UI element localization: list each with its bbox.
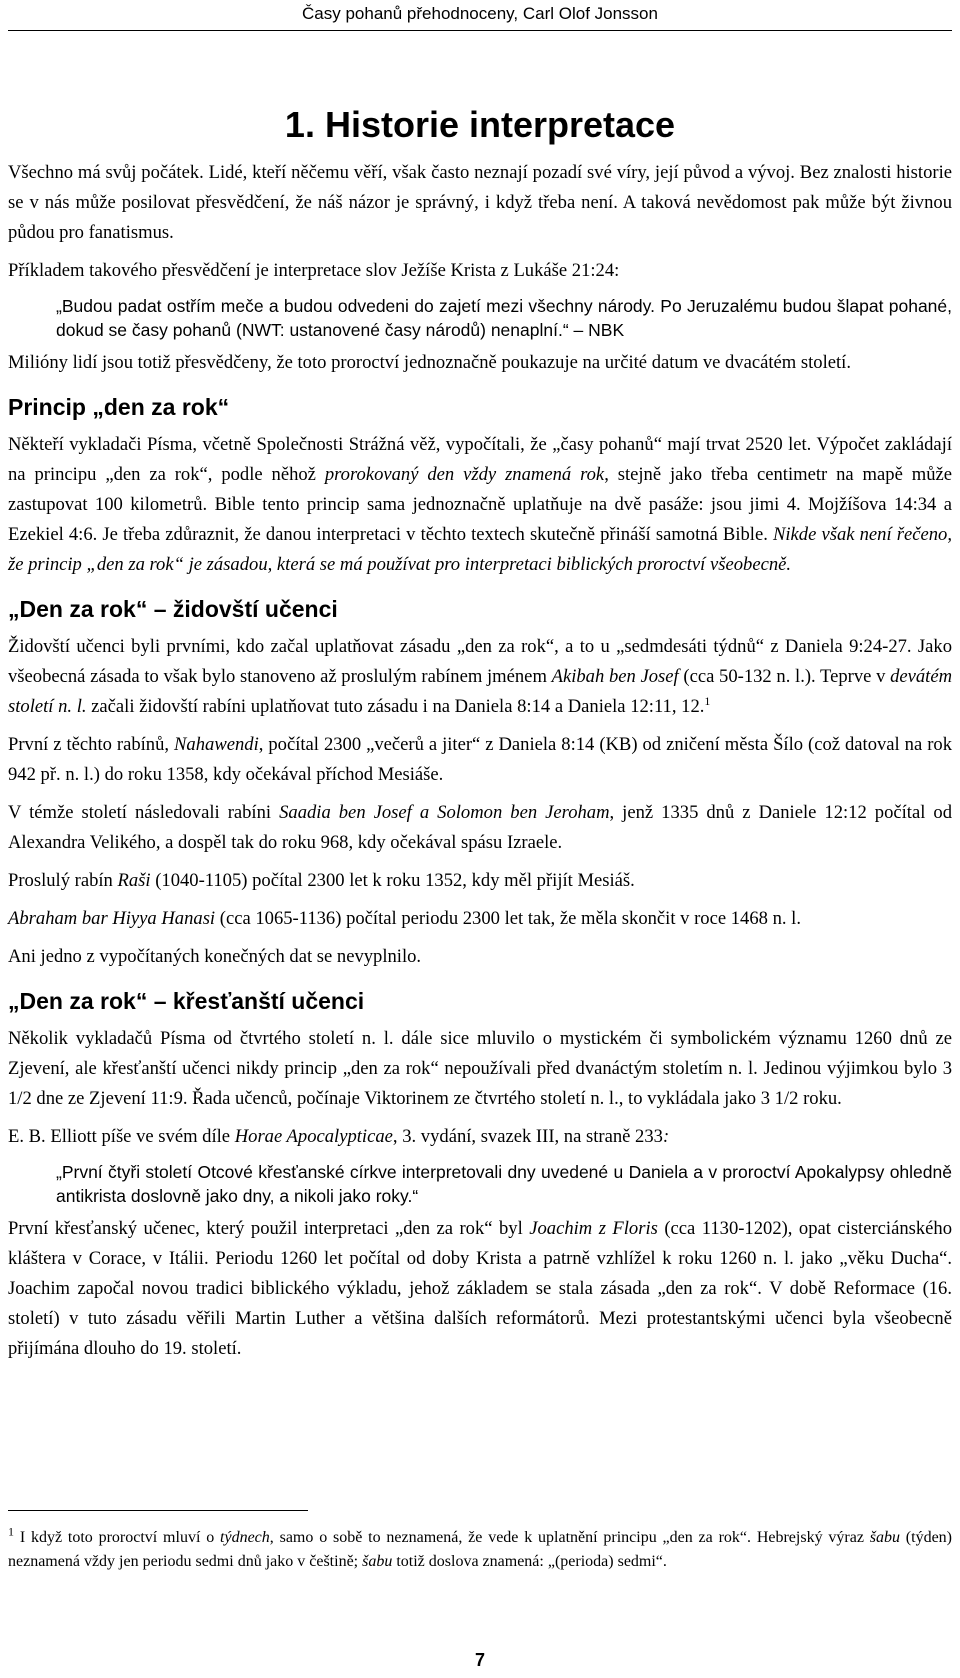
text-run: , 3. vydání, svazek III, na straně 233 [392, 1126, 663, 1147]
page-number: 7 [474, 1650, 485, 1670]
text-run: V témže století následovali rabíni [8, 802, 280, 823]
text-run: (týden) neznamená vždy jen periodu sedmi dnů jako v češtině; [8, 1529, 953, 1570]
text-run: , jenž 1335 dnů z Daniele 12:12 počítal od Alexandra Velikého, a dospěl tak do roku 968, kdy očekával spásu Izraele. [8, 802, 952, 853]
text-run: , počítal 2300 „večerů a jiter“ z Daniela 8:14 (KB) od zničení města Šílo (což datoval na rok 942 př. n. l.) do roku 1358, kdy očekával příchod Mesiáše. [8, 734, 952, 785]
intro-paragraph-1: Všechno má svůj počátek. Lidé, kteří něčemu věří, však často neznají pozadí své víry, její původ a vývoj. Bez znalosti historie se v nás může posilovat přesvědčení, že náš názor je správný, i když třeba není. A taková nevědomost pak může být živnou půdou pro fanatismus. [8, 162, 952, 243]
principle-paragraph [8, 430, 952, 580]
italic-run: Akibah ben Josef [551, 666, 679, 687]
elliott-quote: „První čtyři století Otcové křesťanské církve interpretovali dny uvedené u Daniela a v proroctví Apokalypsy ohledně antikrista doslovně jako dny, a nikoli jako roky.“ [56, 1162, 952, 1206]
italic-run: prorokovaný den vždy znamená rok [324, 464, 605, 485]
text-run: E. B. Elliott píše ve svém díle [8, 1126, 235, 1147]
text-run: , samo o sobě to neznamená, že vede k uplatnění principu „den za rok“. Hebrejský výraz [269, 1529, 870, 1546]
text-run: (cca 50-132 n. l.). Teprve v [678, 666, 891, 687]
italic-run: Abraham bar Hiyya Hanasi [8, 908, 216, 929]
jewish-paragraph-5 [8, 904, 952, 934]
italic-run: šabu [869, 1529, 900, 1546]
jewish-paragraph-3 [8, 798, 952, 858]
italic-run: šabu [362, 1553, 393, 1570]
section-heading-jewish: „Den za rok“ – židovští učenci [8, 596, 338, 622]
text-run: První křesťanský učenec, který použil interpretaci „den za rok“ byl [8, 1218, 530, 1239]
text-run: , stejně jako třeba centimetr na mapě může zastupovat 100 kilometrů. Bible tento princip sama jednoznačně uplatňuje na dvě pasáže: jsou jimi 4. Mojžíšova 14:34 a Ezekiel 4:6. Je třeba zdůraznit, že danou interpretaci v těchto textech skutečně přináší samotná Bible. [8, 464, 952, 545]
header-rule [8, 30, 952, 31]
text-run: (1040-1105) počítal 2300 let k roku 1352, kdy měl přijít Mesiáš. [150, 870, 635, 891]
section-heading-principle: Princip „den za rok“ [8, 394, 230, 420]
jewish-paragraph-6: Ani jedno z vypočítaných konečných dat se nevyplnilo. [8, 946, 422, 967]
text-run: První z těchto rabínů, [8, 734, 175, 755]
christian-paragraph-2 [8, 1122, 952, 1152]
luke-quote [56, 294, 952, 342]
footnote-separator [8, 1510, 308, 1511]
text-run: (cca 1065-1136) počítal periodu 2300 let tak, že měla skončit v roce 1468 n. l. [215, 908, 801, 929]
italic-run: týdnech [220, 1529, 270, 1546]
text-run: Někteří vykladači Písma, včetně Společnosti Strážná věž, vypočítali, že „časy pohanů“ mají trvat 2520 let. Výpočet zakládají na principu „den za rok“, podle něhož [8, 434, 952, 485]
jewish-paragraph-1 [8, 632, 952, 722]
text-run: I když toto proroctví mluví o [14, 1529, 221, 1546]
italic-run: Raši [117, 870, 151, 891]
italic-run: Saadia ben Josef a Solomon ben Jeroham [279, 802, 610, 823]
quote-text: „Budou padat ostřím meče a budou odvedeni do zajetí mezi všechny národy. Po Jeruzalému budou šlapat pohané, dokud se časy pohanů (NWT: ustanovené časy národů) nenaplní.“ [56, 296, 952, 340]
italic-run: Joachim z Floris [529, 1218, 658, 1239]
quote-source: – NBK [573, 320, 625, 340]
chapter-title: 1. Historie interpretace [284, 104, 676, 145]
italic-run: Nikde však není řečeno, že princip „den za rok“ je zásadou, která se má používat pro interpretaci biblických proroctví všeobecně. [8, 524, 952, 575]
italic-run: : [662, 1126, 670, 1147]
intro-paragraph-2: Příkladem takového přesvědčení je interpretace slov Ježíše Krista z Lukáše 21:24: [8, 260, 620, 281]
footnote-number: 1 [8, 1524, 14, 1539]
footnote [8, 1526, 952, 1574]
intro-paragraph-3: Milióny lidí jsou totiž přesvědčeny, že toto proroctví jednoznačně poukazuje na určité datum ve dvacátém století. [8, 352, 851, 373]
italic-run: Horae Apocalypticae [234, 1126, 393, 1147]
christian-paragraph-3 [8, 1214, 952, 1364]
jewish-paragraph-4 [8, 866, 952, 896]
text-run: začali židovští rabíni uplatňovat tuto zásadu i na Daniela 8:14 a Daniela 12:11, 12. [86, 696, 705, 717]
text-run: Proslulý rabín [8, 870, 118, 891]
text-run: totiž doslova znamená: „(perioda) sedmi“. [392, 1553, 667, 1570]
jewish-paragraph-2 [8, 730, 952, 790]
section-heading-christian: „Den za rok“ – křesťanští učenci [8, 988, 365, 1014]
body-content [8, 158, 952, 1372]
running-header: Časy pohanů přehodnoceny, Carl Olof Jonsson [302, 4, 658, 23]
footnote-ref[interactable]: 1 [704, 693, 711, 708]
christian-paragraph-1: Několik vykladačů Písma od čtvrtého století n. l. dále sice mluvilo o mystickém či symbolickém významu 1260 dnů ze Zjevení, ale křesťanští učenci nikdy princip „den za rok“ nepoužívali před dvanáctým stoletím n. l. Jedinou výjimkou bylo 3 1/2 dne ze Zjevení 11:9. Řada učenců, počínaje Viktorinem ze čtvrtého století n. l., to vykládala jako 3 1/2 roku. [8, 1028, 952, 1109]
italic-run: Nahawendi [174, 734, 259, 755]
document-page [8, 0, 952, 1678]
text-run: (cca 1130-1202), opat cisterciánského kláštera v Corace, v Itálii. Periodu 1260 let počítal od doby Krista a patrně vzhlížel k roku 1260 n. l. jako „věku Ducha“. Joachim započal novou tradici biblického výkladu, jehož základem se stala zásada „den za rok“. V době Reformace (16. století) v tuto zásadu věřili Martin Luther a většina dalších reformátorů. Mezi protestantskými učenci byla všeobecně přijímána dlouho do 19. století. [8, 1218, 953, 1359]
text-run: Židovští učenci byli prvními, kdo začal uplatňovat zásadu „den za rok“, a to u „sedmdesáti týdnů“ z Daniela 9:24-27. Jako všeobecná zásada to však bylo stanoveno až proslulým rabínem jménem [8, 636, 952, 687]
italic-run: devátém století n. l. [8, 666, 953, 717]
